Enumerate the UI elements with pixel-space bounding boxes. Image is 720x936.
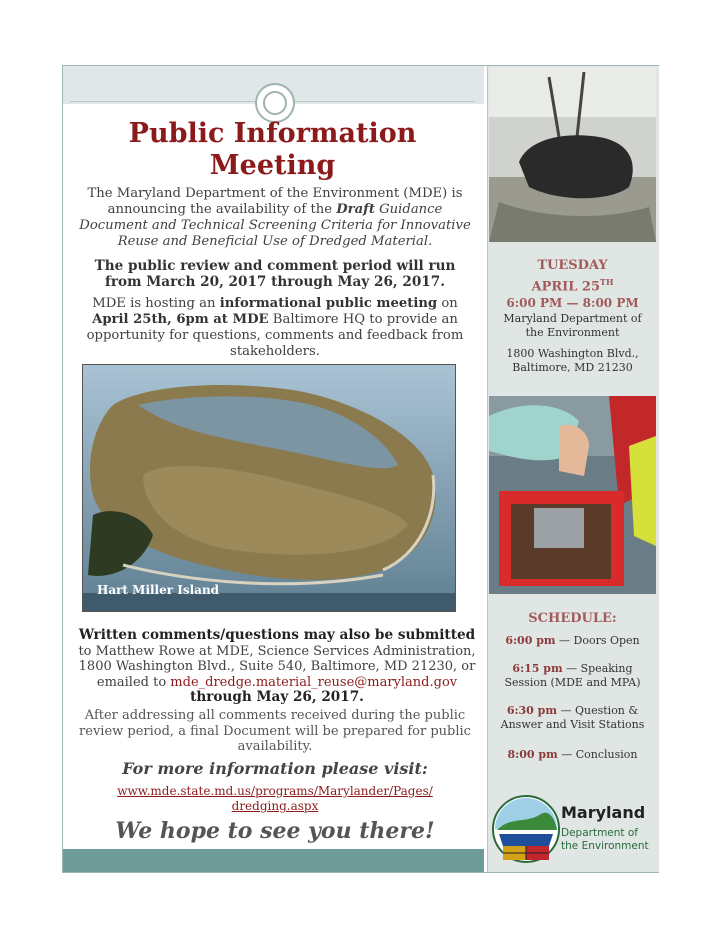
- title-line-1: Public Information: [128, 118, 417, 149]
- schedule-heading: SCHEDULE:: [528, 611, 617, 626]
- hosting-date: April 25th, 6pm at MDE: [92, 312, 269, 327]
- schedule-item: [495, 634, 650, 648]
- schedule-time: 8:00 pm: [507, 748, 558, 761]
- sediment-sampling-photo: [489, 396, 656, 594]
- hosting-paragraph: [78, 296, 472, 360]
- page-title: [100, 118, 445, 182]
- schedule-item: [495, 662, 650, 690]
- logo-department: [561, 827, 649, 853]
- hosting-rest: Baltimore HQ to provide an opportunity for questions, comments and feedback from stakeholders.: [86, 312, 464, 359]
- meeting-date-suffix: TH: [600, 277, 614, 287]
- address-line-1: 1800 Washington Blvd.,: [506, 347, 639, 360]
- written-deadline: through May 26, 2017.: [190, 689, 364, 705]
- schedule-item: [495, 704, 650, 732]
- photo-caption: Hart Miller Island: [97, 583, 220, 597]
- dredge-bucket-photo: [489, 67, 656, 242]
- hosting-text: MDE is hosting an: [92, 296, 220, 311]
- logo-line-3: the Environment: [561, 840, 649, 852]
- schedule-item: [495, 748, 650, 762]
- meeting-time: 6:00 PM — 8:00 PM: [506, 296, 639, 311]
- intro-paragraph: [78, 186, 472, 250]
- review-period: The public review and comment period will run from March 20, 2017 through May 26, 2017.: [94, 258, 456, 290]
- intro-emphasis: Draft: [336, 202, 375, 217]
- meeting-date-text: APRIL 25: [531, 279, 600, 295]
- footer-band: [63, 849, 484, 872]
- url-line-1[interactable]: www.mde.state.md.us/programs/Marylander/Pages/: [117, 784, 433, 798]
- maryland-seal-icon: [491, 794, 561, 864]
- meeting-date: [489, 274, 656, 295]
- more-info-heading: For more information please visit:: [122, 759, 428, 778]
- hosting-on: on: [437, 296, 458, 311]
- schedule-desc: — Conclusion: [557, 748, 638, 761]
- schedule-time: 6:30 pm: [506, 704, 557, 717]
- venue-line-1: Maryland Department of: [503, 312, 642, 325]
- url-line-2[interactable]: dredging.aspx: [231, 799, 319, 813]
- meeting-date-block: [489, 258, 656, 311]
- comment-email-link[interactable]: mde_dredge.material_reuse@maryland.gov: [170, 674, 458, 690]
- schedule-time: 6:15 pm: [512, 662, 563, 675]
- address-line-2: Baltimore, MD 21230: [512, 361, 633, 374]
- closing-line: We hope to see you there!: [115, 818, 435, 844]
- written-text: to Matthew Rowe at MDE, Science Services Administration, 1800 Washington Blvd., Suite 540, Baltimore, MD 21230, or emailed to: [78, 643, 476, 690]
- venue: [489, 312, 656, 340]
- after-paragraph: After addressing all comments received during the public review period, a final Document will be prepared for public availability.: [79, 708, 471, 754]
- more-info-link[interactable]: [95, 784, 455, 814]
- meeting-day: TUESDAY: [537, 258, 608, 273]
- intro-document-title: Guidance Document and Technical Screening Criteria for Innovative Reuse and Beneficial Use of Dredged Material.: [79, 202, 471, 249]
- schedule-desc: — Speaking Session (MDE and MPA): [504, 662, 641, 689]
- written-heading: Written comments/questions may also be submitted: [78, 627, 476, 643]
- schedule-time: 6:00 pm: [505, 634, 556, 647]
- ring-ornament-icon: [255, 83, 295, 123]
- schedule-desc: — Question & Answer and Visit Stations: [500, 704, 645, 731]
- title-line-2: Meeting: [209, 150, 336, 181]
- schedule-desc: — Doors Open: [555, 634, 640, 647]
- hart-miller-island-photo: [82, 364, 456, 612]
- hosting-meeting: informational public meeting: [219, 296, 438, 311]
- logo-line-2: Department of: [561, 827, 638, 839]
- intro-text: The Maryland Department of the Environment (MDE) is announcing the availability of the: [87, 186, 463, 217]
- venue-line-2: the Environment: [525, 326, 620, 339]
- logo-maryland: Maryland: [561, 803, 646, 822]
- written-comments-paragraph: [72, 628, 482, 706]
- address: [489, 347, 656, 375]
